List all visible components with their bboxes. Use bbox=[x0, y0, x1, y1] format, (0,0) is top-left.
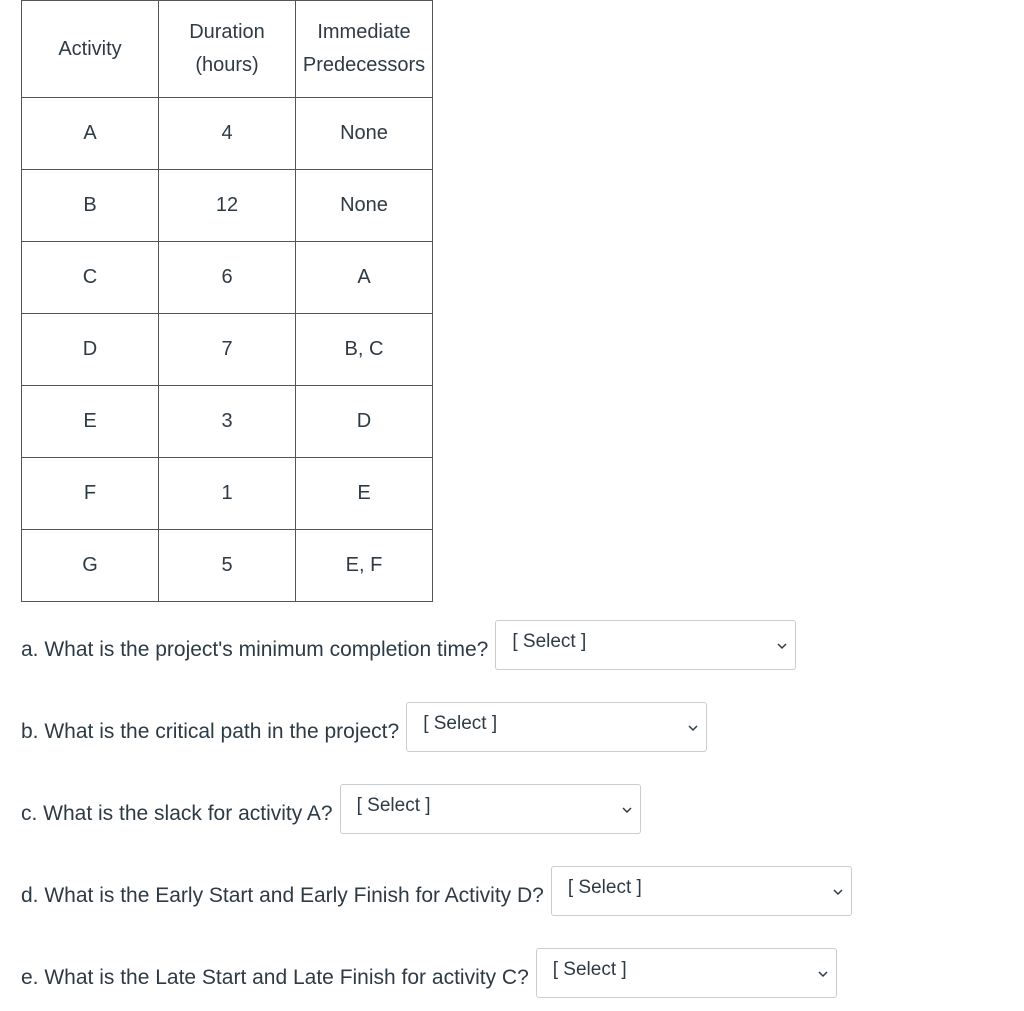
answer-select-e[interactable] bbox=[536, 948, 837, 998]
chevron-down-icon bbox=[776, 640, 788, 652]
select-placeholder: [ Select ] bbox=[356, 795, 431, 816]
cell-activity: E bbox=[22, 386, 159, 458]
cell-duration: 4 bbox=[159, 98, 296, 170]
select-placeholder: [ Select ] bbox=[423, 713, 498, 734]
select-placeholder: [ Select ] bbox=[567, 877, 642, 898]
table-row bbox=[22, 458, 433, 530]
header-activity: Activity bbox=[22, 1, 159, 98]
chevron-down-icon bbox=[832, 886, 844, 898]
cell-duration: 5 bbox=[159, 530, 296, 602]
answer-select-a[interactable] bbox=[495, 620, 796, 670]
answer-select-c[interactable] bbox=[340, 784, 641, 834]
cell-predecessors: D bbox=[296, 386, 433, 458]
question-d bbox=[21, 865, 852, 917]
cell-predecessors: A bbox=[296, 242, 433, 314]
header-duration: Duration (hours) bbox=[159, 1, 296, 98]
header-predecessors: Immediate Predecessors bbox=[296, 1, 433, 98]
cell-duration: 6 bbox=[159, 242, 296, 314]
cell-predecessors: None bbox=[296, 170, 433, 242]
cell-duration: 7 bbox=[159, 314, 296, 386]
cell-activity: B bbox=[22, 170, 159, 242]
table-row bbox=[22, 314, 433, 386]
table-row bbox=[22, 386, 433, 458]
cell-predecessors: E bbox=[296, 458, 433, 530]
question-c bbox=[21, 783, 641, 835]
question-text: d. What is the Early Start and Early Finish for Activity D? bbox=[21, 884, 544, 907]
select-placeholder: [ Select ] bbox=[552, 959, 627, 980]
table-row bbox=[22, 530, 433, 602]
chevron-down-icon bbox=[817, 968, 829, 980]
cell-predecessors: E, F bbox=[296, 530, 433, 602]
cell-activity: A bbox=[22, 98, 159, 170]
cell-duration: 3 bbox=[159, 386, 296, 458]
answer-select-b[interactable] bbox=[406, 702, 707, 752]
cell-activity: G bbox=[22, 530, 159, 602]
chevron-down-icon bbox=[621, 804, 633, 816]
table-header-row bbox=[22, 1, 433, 98]
table-row bbox=[22, 170, 433, 242]
activity-table bbox=[21, 0, 433, 602]
cell-activity: F bbox=[22, 458, 159, 530]
question-text: a. What is the project's minimum completion time? bbox=[21, 638, 489, 661]
question-e bbox=[21, 947, 837, 999]
cell-activity: C bbox=[22, 242, 159, 314]
table-row bbox=[22, 242, 433, 314]
cell-predecessors: None bbox=[296, 98, 433, 170]
cell-activity: D bbox=[22, 314, 159, 386]
chevron-down-icon bbox=[687, 722, 699, 734]
select-placeholder: [ Select ] bbox=[512, 631, 587, 652]
question-text: b. What is the critical path in the project? bbox=[21, 720, 400, 743]
cell-duration: 12 bbox=[159, 170, 296, 242]
cell-predecessors: B, C bbox=[296, 314, 433, 386]
cell-duration: 1 bbox=[159, 458, 296, 530]
answer-select-d[interactable] bbox=[551, 866, 852, 916]
table-row bbox=[22, 98, 433, 170]
question-text: c. What is the slack for activity A? bbox=[21, 802, 333, 825]
question-b bbox=[21, 701, 707, 753]
question-text: e. What is the Late Start and Late Finish for activity C? bbox=[21, 966, 529, 989]
question-a bbox=[21, 619, 796, 671]
